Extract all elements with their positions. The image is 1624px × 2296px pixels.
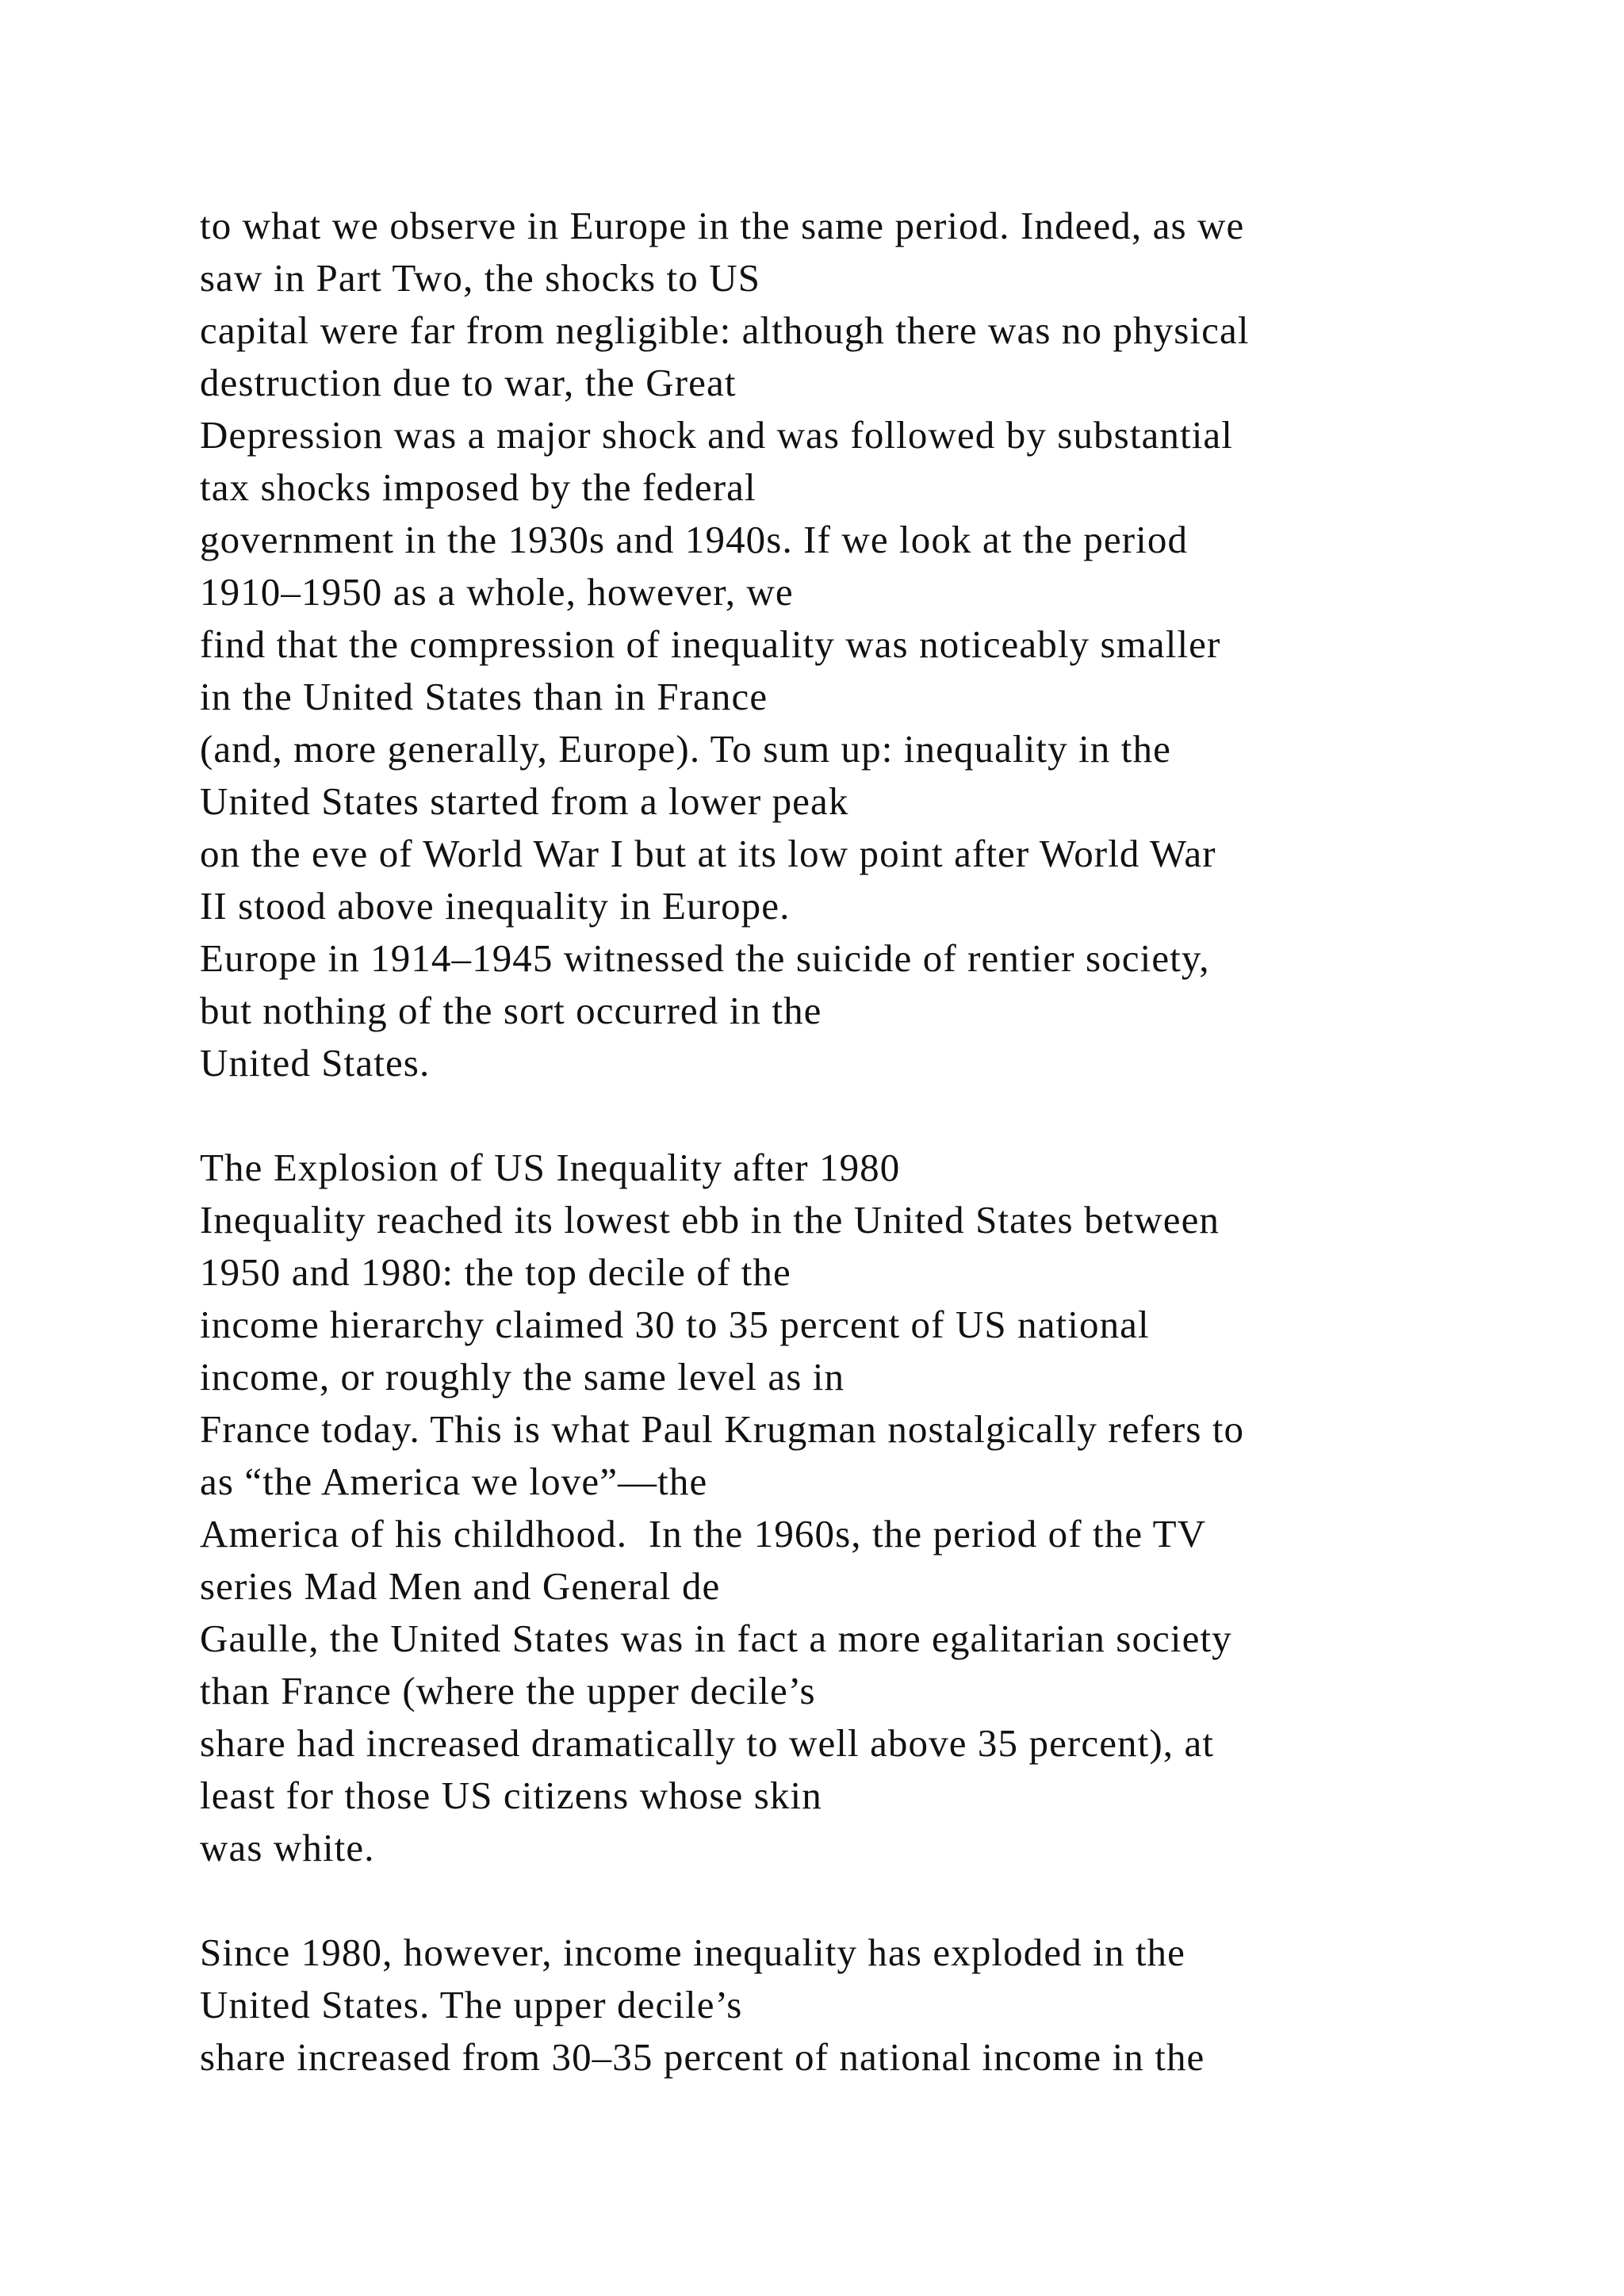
text-line: America of his childhood. In the 1960s, the period of the TV <box>200 1512 1207 1556</box>
text-line: on the eve of World War I but at its low point after World War <box>200 832 1216 875</box>
text-line: Inequality reached its lowest ebb in the United States between <box>200 1198 1220 1242</box>
text-line: find that the compression of inequality was noticeably smaller <box>200 622 1221 666</box>
text-line: share increased from 30–35 percent of national income in the <box>200 2035 1205 2079</box>
text-line: government in the 1930s and 1940s. If we look at the period <box>200 518 1189 561</box>
text-line: than France (where the upper decile’s <box>200 1669 816 1712</box>
text-line: least for those US citizens whose skin <box>200 1774 822 1817</box>
text-line: income, or roughly the same level as in <box>200 1355 845 1399</box>
text-line: Since 1980, however, income inequality has exploded in the <box>200 1931 1185 1974</box>
text-line: France today. This is what Paul Krugman nostalgically refers to <box>200 1407 1245 1451</box>
text-line: United States. <box>200 1041 431 1085</box>
text-line: income hierarchy claimed 30 to 35 percent of US national <box>200 1303 1150 1346</box>
text-line: capital were far from negligible: although there was no physical <box>200 308 1250 352</box>
text-line: 1950 and 1980: the top decile of the <box>200 1250 791 1294</box>
text-line: Depression was a major shock and was followed by substantial <box>200 413 1233 457</box>
document-text <box>200 200 1516 2084</box>
text-line: in the United States than in France <box>200 675 768 718</box>
text-line: 1910–1950 as a whole, however, we <box>200 570 794 614</box>
text-line: but nothing of the sort occurred in the <box>200 989 822 1032</box>
blank-line <box>200 1874 1516 1927</box>
text-line: series Mad Men and General de <box>200 1564 721 1608</box>
text-line: tax shocks imposed by the federal <box>200 465 756 509</box>
text-line: Europe in 1914–1945 witnessed the suicide of rentier society, <box>200 936 1210 980</box>
text-line: saw in Part Two, the shocks to US <box>200 256 761 300</box>
text-line: II stood above inequality in Europe. <box>200 884 791 928</box>
text-line: was white. <box>200 1826 375 1869</box>
text-line: Gaulle, the United States was in fact a more egalitarian society <box>200 1617 1232 1660</box>
text-line: (and, more generally, Europe). To sum up: inequality in the <box>200 727 1171 771</box>
section-heading: The Explosion of US Inequality after 1980 <box>200 1146 901 1189</box>
text-line: United States. The upper decile’s <box>200 1983 743 2026</box>
text-line: United States started from a lower peak <box>200 779 849 823</box>
text-line: to what we observe in Europe in the same period. Indeed, as we <box>200 204 1245 247</box>
blank-line <box>200 1089 1516 1142</box>
text-line: destruction due to war, the Great <box>200 361 737 404</box>
text-line: as “the America we love”—the <box>200 1460 708 1503</box>
text-line: share had increased dramatically to well above 35 percent), at <box>200 1721 1215 1765</box>
